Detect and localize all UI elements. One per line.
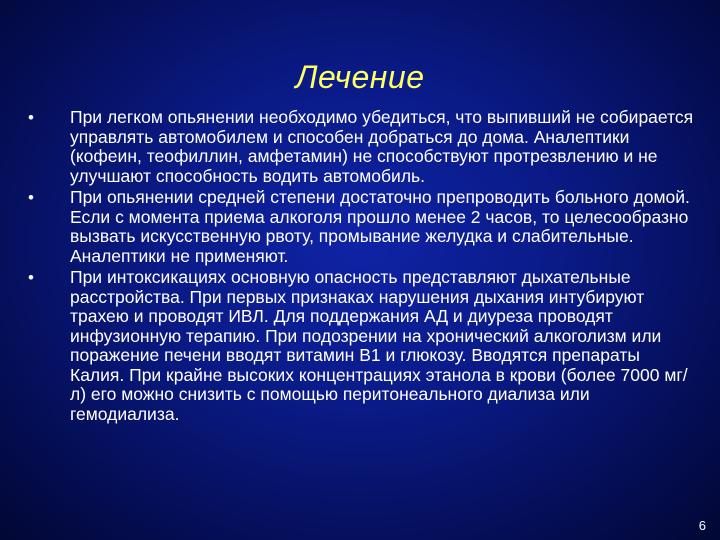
bullet-icon: • xyxy=(28,188,34,207)
bullet-item xyxy=(28,268,698,424)
bullet-text: При опьянении средней степени достаточно препроводить больного домой. Если с момента приема алкоголя прошло менее 2 часов, то целесообразно вызвать искусственную рвоту, промывание желудка и слабительные. Аналептики не применяют. xyxy=(70,187,690,266)
bullet-icon: • xyxy=(28,268,34,287)
bullet-text: При интоксикациях основную опасность представляют дыхательные расстройства. При первых признаках нарушения дыхания интубируют трахею и проводят ИВЛ. Для поддержания АД и диуреза проводят инфузионную терапию. При подозрении на хронический алкоголизм или поражение печени вводят витамин В1 и глюкозу. Вводятся препараты Калия. При крайне высоких концентрациях этанола в крови (более 7000 мг/л) его можно снизить с помощью перитонеального диализа или гемодиализа. xyxy=(70,267,688,424)
bullet-list xyxy=(28,108,698,426)
bullet-text: При легком опьянении необходимо убедиться, что выпивший не собирается управлять автомобилем и способен добраться до дома. Аналептики (кофеин, теофиллин, амфетамин) не способствуют протрезвлению и не улучшают способность водить автомобиль. xyxy=(70,107,694,186)
slide-title: Лечение xyxy=(295,59,425,95)
page-number: 6 xyxy=(698,518,706,533)
bullet-item xyxy=(28,188,698,266)
bullet-item xyxy=(28,108,698,186)
bullet-icon: • xyxy=(28,108,34,127)
